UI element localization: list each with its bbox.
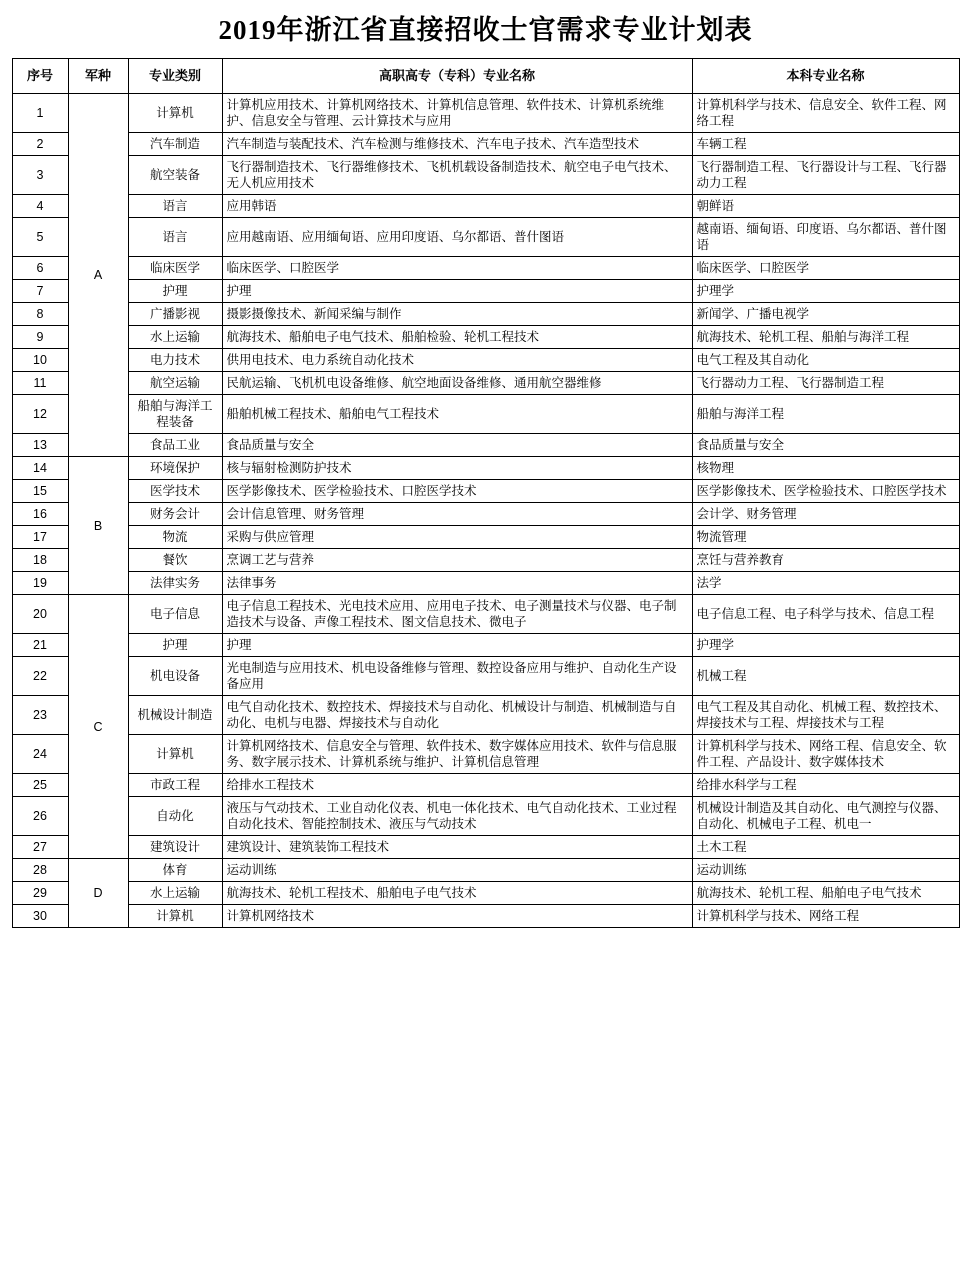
cell-category: 计算机 <box>128 905 222 928</box>
cell-category: 水上运输 <box>128 326 222 349</box>
cell-no: 29 <box>12 882 68 905</box>
table-row <box>12 326 959 349</box>
cell-category: 语言 <box>128 195 222 218</box>
cell-category: 机械设计制造 <box>128 696 222 735</box>
cell-undergraduate-majors: 临床医学、口腔医学 <box>692 257 959 280</box>
cell-category: 法律实务 <box>128 572 222 595</box>
cell-category: 财务会计 <box>128 503 222 526</box>
cell-no: 11 <box>12 372 68 395</box>
table-row <box>12 257 959 280</box>
cell-vocational-majors: 船舶机械工程技术、船舶电气工程技术 <box>222 395 692 434</box>
cell-vocational-majors: 核与辐射检测防护技术 <box>222 457 692 480</box>
column-header-service: 军种 <box>68 59 128 94</box>
cell-vocational-majors: 护理 <box>222 280 692 303</box>
cell-undergraduate-majors: 飞行器动力工程、飞行器制造工程 <box>692 372 959 395</box>
cell-undergraduate-majors: 会计学、财务管理 <box>692 503 959 526</box>
column-header-vocational: 高职高专（专科）专业名称 <box>222 59 692 94</box>
cell-vocational-majors: 航海技术、船舶电子电气技术、船舶检验、轮机工程技术 <box>222 326 692 349</box>
cell-no: 27 <box>12 836 68 859</box>
cell-undergraduate-majors: 物流管理 <box>692 526 959 549</box>
cell-vocational-majors: 临床医学、口腔医学 <box>222 257 692 280</box>
table-row <box>12 905 959 928</box>
cell-category: 体育 <box>128 859 222 882</box>
cell-no: 22 <box>12 657 68 696</box>
cell-vocational-majors: 液压与气动技术、工业自动化仪表、机电一体化技术、电气自动化技术、工业过程自动化技术、智能控制技术、液压与气动技术 <box>222 797 692 836</box>
cell-vocational-majors: 光电制造与应用技术、机电设备维修与管理、数控设备应用与维护、自动化生产设备应用 <box>222 657 692 696</box>
cell-undergraduate-majors: 越南语、缅甸语、印度语、乌尔都语、普什图语 <box>692 218 959 257</box>
cell-no: 8 <box>12 303 68 326</box>
cell-vocational-majors: 航海技术、轮机工程技术、船舶电子电气技术 <box>222 882 692 905</box>
table-row <box>12 797 959 836</box>
cell-vocational-majors: 会计信息管理、财务管理 <box>222 503 692 526</box>
cell-vocational-majors: 建筑设计、建筑装饰工程技术 <box>222 836 692 859</box>
cell-no: 21 <box>12 634 68 657</box>
cell-no: 19 <box>12 572 68 595</box>
cell-undergraduate-majors: 机械工程 <box>692 657 959 696</box>
table-row <box>12 595 959 634</box>
cell-category: 市政工程 <box>128 774 222 797</box>
cell-vocational-majors: 法律事务 <box>222 572 692 595</box>
table-row <box>12 859 959 882</box>
cell-category: 语言 <box>128 218 222 257</box>
cell-undergraduate-majors: 航海技术、轮机工程、船舶与海洋工程 <box>692 326 959 349</box>
table-row <box>12 372 959 395</box>
table-row <box>12 94 959 133</box>
cell-category: 自动化 <box>128 797 222 836</box>
cell-no: 13 <box>12 434 68 457</box>
cell-no: 2 <box>12 133 68 156</box>
cell-service: A <box>68 94 128 457</box>
table-row <box>12 696 959 735</box>
cell-vocational-majors: 计算机应用技术、计算机网络技术、计算机信息管理、软件技术、计算机系统维护、信息安全与管理、云计算技术与应用 <box>222 94 692 133</box>
cell-no: 26 <box>12 797 68 836</box>
cell-category: 医学技术 <box>128 480 222 503</box>
cell-undergraduate-majors: 计算机科学与技术、信息安全、软件工程、网络工程 <box>692 94 959 133</box>
table-row <box>12 774 959 797</box>
table-row <box>12 195 959 218</box>
cell-undergraduate-majors: 土木工程 <box>692 836 959 859</box>
cell-undergraduate-majors: 计算机科学与技术、网络工程 <box>692 905 959 928</box>
table-row <box>12 457 959 480</box>
cell-vocational-majors: 食品质量与安全 <box>222 434 692 457</box>
column-header-category: 专业类别 <box>128 59 222 94</box>
cell-vocational-majors: 电气自动化技术、数控技术、焊接技术与自动化、机械设计与制造、机械制造与自动化、电机与电器、焊接技术与自动化 <box>222 696 692 735</box>
table-row <box>12 349 959 372</box>
cell-no: 16 <box>12 503 68 526</box>
cell-category: 计算机 <box>128 94 222 133</box>
cell-no: 14 <box>12 457 68 480</box>
cell-category: 船舶与海洋工程装备 <box>128 395 222 434</box>
column-header-undergraduate: 本科专业名称 <box>692 59 959 94</box>
table-row <box>12 549 959 572</box>
cell-category: 物流 <box>128 526 222 549</box>
cell-no: 15 <box>12 480 68 503</box>
page-title: 2019年浙江省直接招收士官需求专业计划表 <box>218 15 753 45</box>
table-row <box>12 526 959 549</box>
cell-service: C <box>68 595 128 859</box>
cell-category: 临床医学 <box>128 257 222 280</box>
cell-no: 7 <box>12 280 68 303</box>
table-row <box>12 882 959 905</box>
table-row <box>12 156 959 195</box>
cell-no: 5 <box>12 218 68 257</box>
table-body <box>12 94 959 928</box>
cell-vocational-majors: 应用韩语 <box>222 195 692 218</box>
cell-undergraduate-majors: 朝鲜语 <box>692 195 959 218</box>
cell-vocational-majors: 电子信息工程技术、光电技术应用、应用电子技术、电子测量技术与仪器、电子制造技术与设备、声像工程技术、图文信息技术、微电子 <box>222 595 692 634</box>
table-header-row <box>12 59 959 94</box>
cell-vocational-majors: 运动训练 <box>222 859 692 882</box>
table-row <box>12 503 959 526</box>
cell-no: 6 <box>12 257 68 280</box>
cell-no: 20 <box>12 595 68 634</box>
table-header <box>12 59 959 94</box>
cell-undergraduate-majors: 船舶与海洋工程 <box>692 395 959 434</box>
cell-no: 24 <box>12 735 68 774</box>
cell-category: 电力技术 <box>128 349 222 372</box>
cell-undergraduate-majors: 核物理 <box>692 457 959 480</box>
cell-no: 12 <box>12 395 68 434</box>
cell-vocational-majors: 飞行器制造技术、飞行器维修技术、飞机机载设备制造技术、航空电子电气技术、无人机应用技术 <box>222 156 692 195</box>
cell-vocational-majors: 医学影像技术、医学检验技术、口腔医学技术 <box>222 480 692 503</box>
table-row <box>12 303 959 326</box>
cell-undergraduate-majors: 电气工程及其自动化 <box>692 349 959 372</box>
cell-undergraduate-majors: 飞行器制造工程、飞行器设计与工程、飞行器动力工程 <box>692 156 959 195</box>
cell-undergraduate-majors: 运动训练 <box>692 859 959 882</box>
cell-no: 3 <box>12 156 68 195</box>
cell-undergraduate-majors: 给排水科学与工程 <box>692 774 959 797</box>
cell-no: 10 <box>12 349 68 372</box>
cell-vocational-majors: 给排水工程技术 <box>222 774 692 797</box>
cell-category: 护理 <box>128 280 222 303</box>
cell-category: 汽车制造 <box>128 133 222 156</box>
table-row <box>12 434 959 457</box>
cell-vocational-majors: 民航运输、飞机机电设备维修、航空地面设备维修、通用航空器维修 <box>222 372 692 395</box>
cell-no: 1 <box>12 94 68 133</box>
cell-undergraduate-majors: 电气工程及其自动化、机械工程、数控技术、焊接技术与工程、焊接技术与工程 <box>692 696 959 735</box>
cell-undergraduate-majors: 航海技术、轮机工程、船舶电子电气技术 <box>692 882 959 905</box>
cell-no: 30 <box>12 905 68 928</box>
cell-category: 水上运输 <box>128 882 222 905</box>
cell-vocational-majors: 计算机网络技术 <box>222 905 692 928</box>
cell-no: 4 <box>12 195 68 218</box>
cell-no: 9 <box>12 326 68 349</box>
cell-category: 电子信息 <box>128 595 222 634</box>
table-row <box>12 395 959 434</box>
cell-vocational-majors: 供用电技术、电力系统自动化技术 <box>222 349 692 372</box>
cell-vocational-majors: 应用越南语、应用缅甸语、应用印度语、乌尔都语、普什图语 <box>222 218 692 257</box>
cell-no: 23 <box>12 696 68 735</box>
cell-undergraduate-majors: 新闻学、广播电视学 <box>692 303 959 326</box>
cell-service: D <box>68 859 128 928</box>
cell-undergraduate-majors: 机械设计制造及其自动化、电气测控与仪器、自动化、机械电子工程、机电一 <box>692 797 959 836</box>
cell-category: 餐饮 <box>128 549 222 572</box>
column-header-no: 序号 <box>12 59 68 94</box>
table-row <box>12 280 959 303</box>
table-row <box>12 836 959 859</box>
cell-category: 航空运输 <box>128 372 222 395</box>
cell-no: 25 <box>12 774 68 797</box>
document-page <box>0 14 971 1287</box>
table-row <box>12 133 959 156</box>
cell-category: 广播影视 <box>128 303 222 326</box>
cell-undergraduate-majors: 法学 <box>692 572 959 595</box>
table-row <box>12 480 959 503</box>
cell-vocational-majors: 摄影摄像技术、新闻采编与制作 <box>222 303 692 326</box>
cell-category: 食品工业 <box>128 434 222 457</box>
table-row <box>12 572 959 595</box>
cell-vocational-majors: 护理 <box>222 634 692 657</box>
cell-vocational-majors: 采购与供应管理 <box>222 526 692 549</box>
cell-undergraduate-majors: 烹饪与营养教育 <box>692 549 959 572</box>
cell-category: 建筑设计 <box>128 836 222 859</box>
cell-no: 28 <box>12 859 68 882</box>
cell-category: 环境保护 <box>128 457 222 480</box>
cell-undergraduate-majors: 食品质量与安全 <box>692 434 959 457</box>
table-row <box>12 657 959 696</box>
cell-no: 17 <box>12 526 68 549</box>
table-row <box>12 218 959 257</box>
cell-vocational-majors: 计算机网络技术、信息安全与管理、软件技术、数字媒体应用技术、软件与信息服务、数字展示技术、计算机系统与维护、计算机信息管理 <box>222 735 692 774</box>
cell-category: 航空装备 <box>128 156 222 195</box>
cell-undergraduate-majors: 计算机科学与技术、网络工程、信息安全、软件工程、产品设计、数字媒体技术 <box>692 735 959 774</box>
cell-category: 计算机 <box>128 735 222 774</box>
cell-undergraduate-majors: 护理学 <box>692 634 959 657</box>
cell-category: 机电设备 <box>128 657 222 696</box>
cell-vocational-majors: 汽车制造与装配技术、汽车检测与维修技术、汽车电子技术、汽车造型技术 <box>222 133 692 156</box>
table-row <box>12 735 959 774</box>
cell-undergraduate-majors: 护理学 <box>692 280 959 303</box>
cell-undergraduate-majors: 医学影像技术、医学检验技术、口腔医学技术 <box>692 480 959 503</box>
major-plan-table <box>12 58 960 928</box>
cell-service: B <box>68 457 128 595</box>
cell-vocational-majors: 烹调工艺与营养 <box>222 549 692 572</box>
cell-undergraduate-majors: 电子信息工程、电子科学与技术、信息工程 <box>692 595 959 634</box>
cell-undergraduate-majors: 车辆工程 <box>692 133 959 156</box>
cell-no: 18 <box>12 549 68 572</box>
table-row <box>12 634 959 657</box>
cell-category: 护理 <box>128 634 222 657</box>
